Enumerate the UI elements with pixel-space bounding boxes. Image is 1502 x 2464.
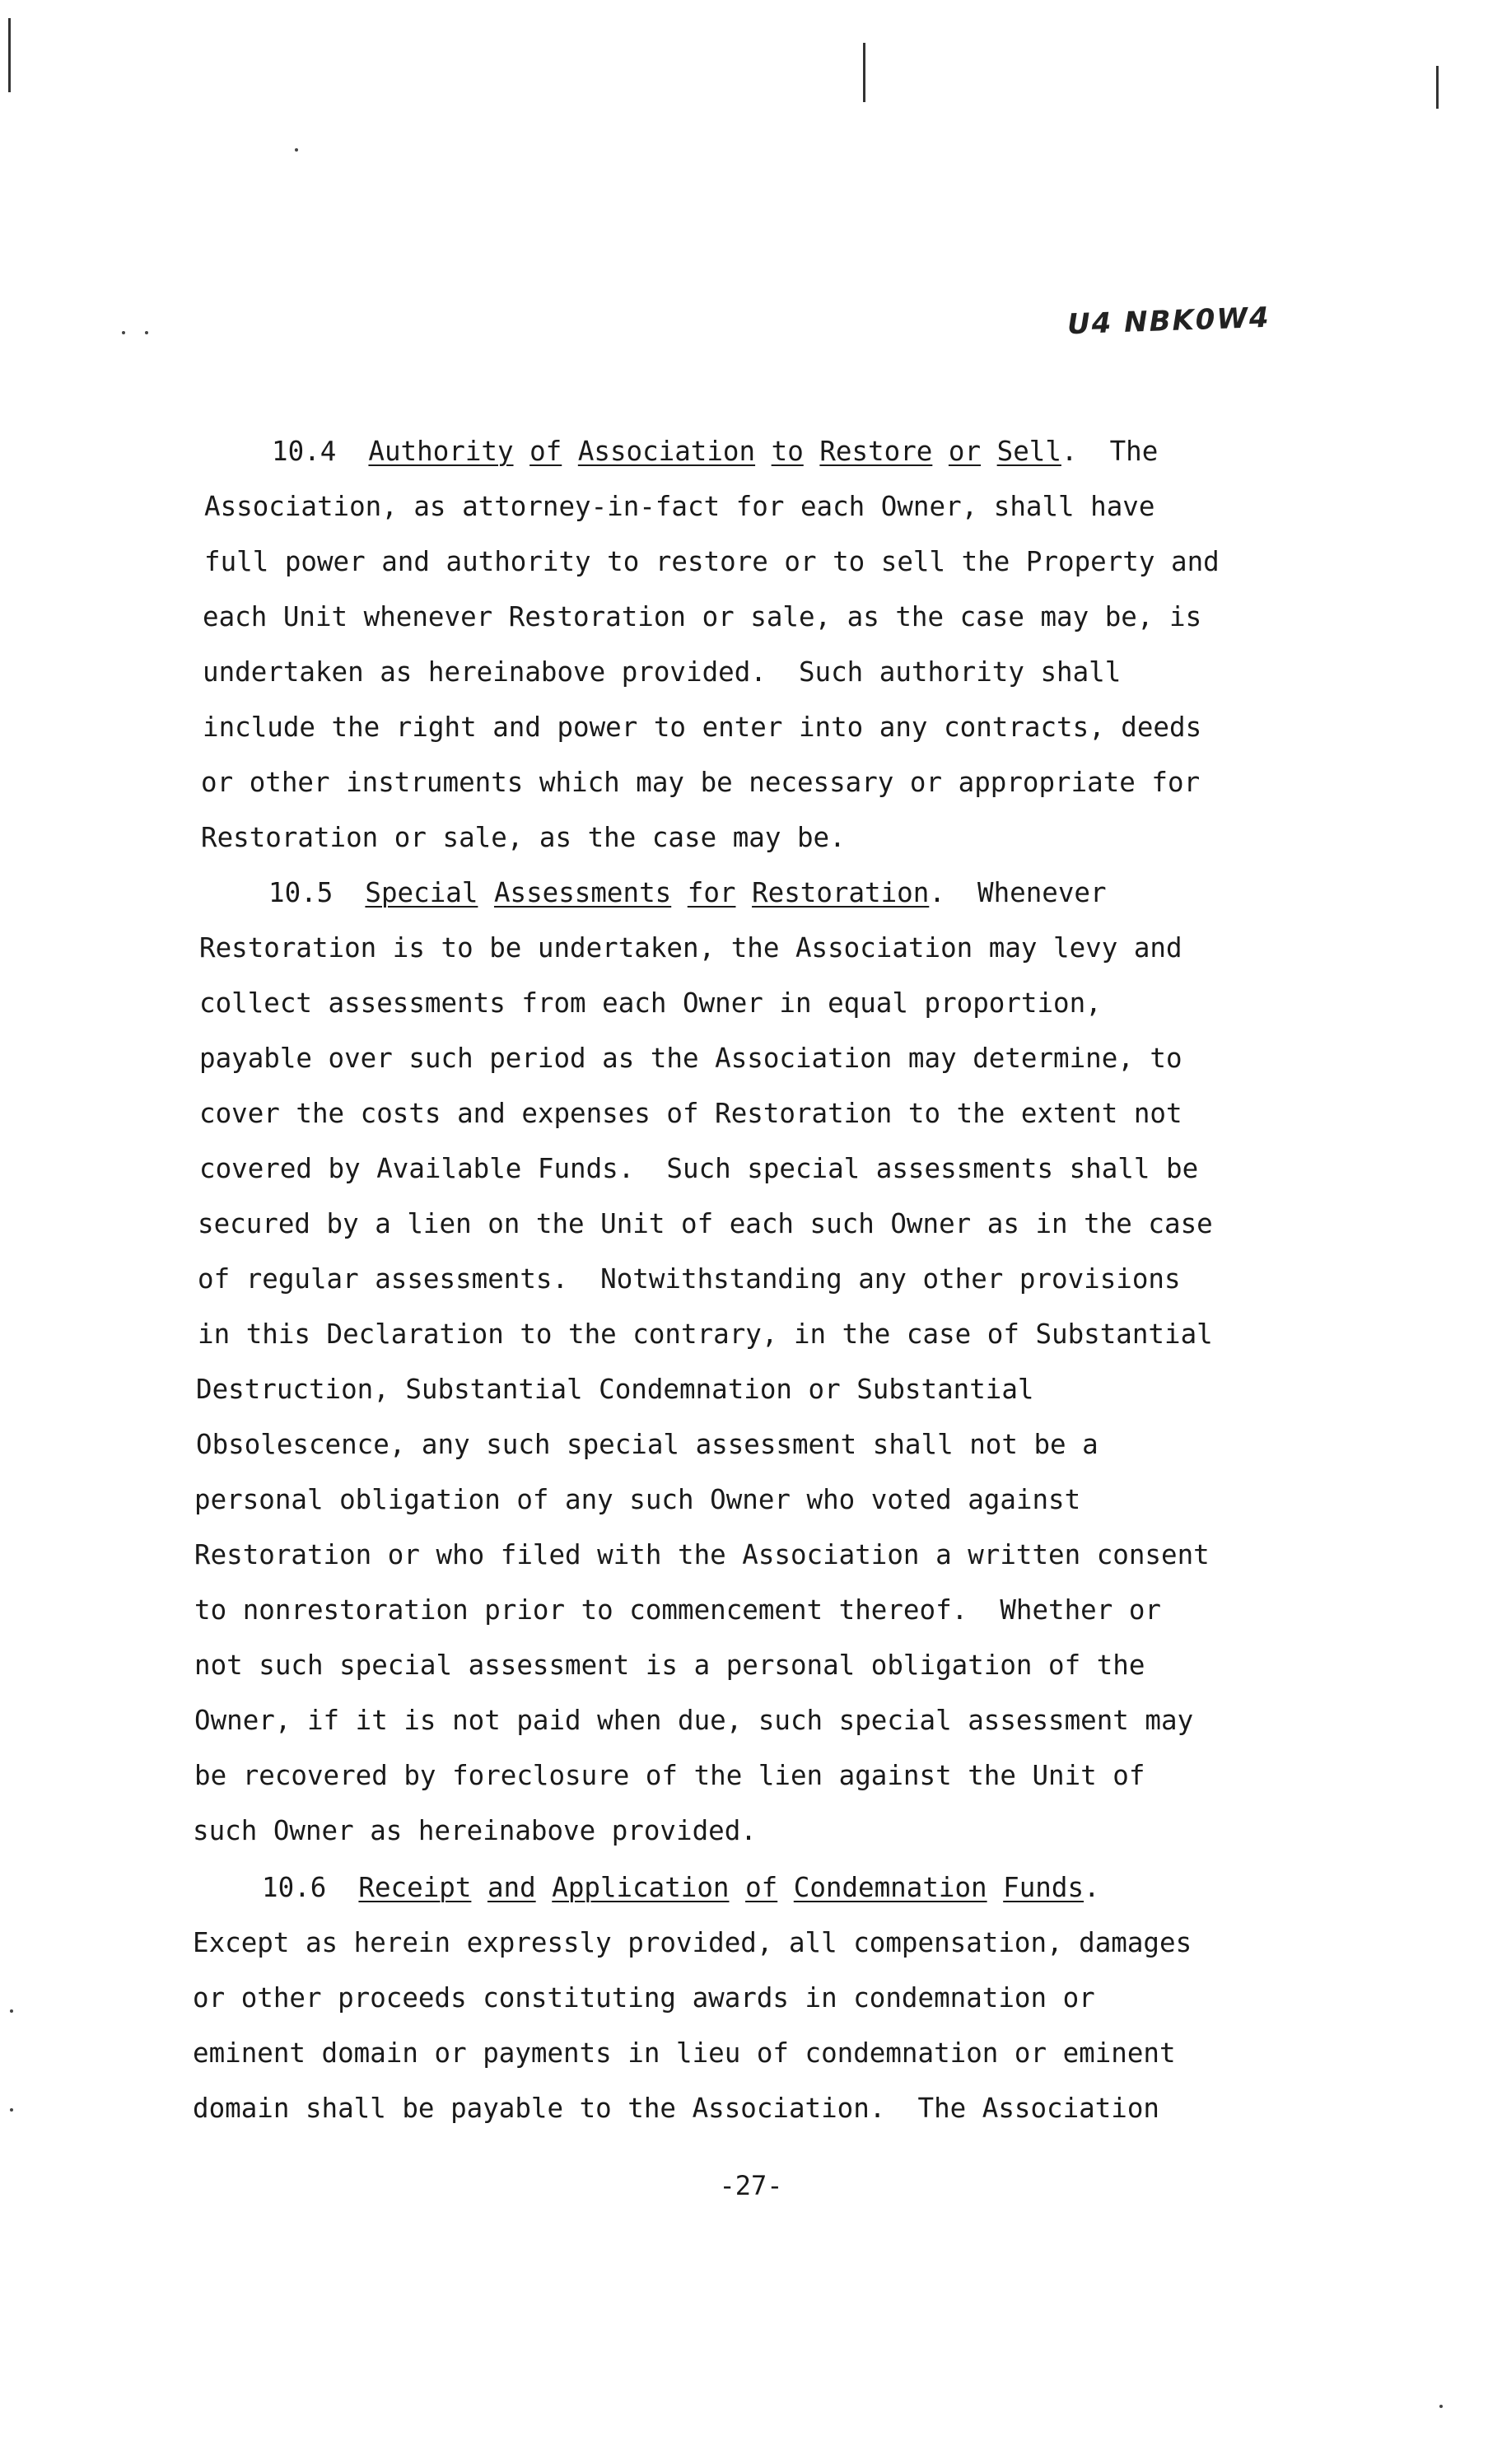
scan-speck (295, 148, 298, 152)
section-10-4-heading (272, 435, 1158, 468)
heading-word: Application (552, 1872, 730, 1903)
section-10-6-heading (262, 1871, 1100, 1904)
body-line: include the right and power to enter into any contracts, deeds (203, 712, 1202, 743)
body-line: Owner, if it is not paid when due, such special assessment may (194, 1705, 1194, 1736)
heading-word: Association (577, 436, 756, 467)
body-line: personal obligation of any such Owner who voted against (194, 1484, 1081, 1515)
heading-word: of (529, 436, 562, 467)
scan-edge-mark-left (8, 18, 11, 92)
body-line: collect assessments from each Owner in equal proportion, (199, 987, 1102, 1019)
heading-word: Special (365, 877, 478, 908)
body-line: covered by Available Funds. Such special assessments shall be (199, 1153, 1199, 1184)
heading-word: Sell (996, 436, 1061, 467)
page-number: -27- (719, 2170, 783, 2201)
body-line: Restoration or who filed with the Association a written consent (194, 1539, 1210, 1570)
heading-word: Funds (1003, 1872, 1085, 1903)
body-line: undertaken as hereinabove provided. Such authority shall (203, 656, 1122, 688)
heading-word: and (487, 1872, 536, 1903)
body-line: eminent domain or payments in lieu of condemnation or eminent (193, 2037, 1176, 2069)
section-number: 10.5 (268, 877, 334, 908)
body-line: Restoration is to be undertaken, the Association may levy and (199, 932, 1182, 964)
body-line: be recovered by foreclosure of the lien against the Unit of (194, 1760, 1145, 1791)
scan-speck (145, 331, 148, 334)
body-line: payable over such period as the Association may determine, to (199, 1043, 1182, 1074)
body-line: Association, as attorney-in-fact for each Owner, shall have (204, 491, 1155, 522)
heading-word: Authority (368, 436, 514, 467)
body-line: cover the costs and expenses of Restoration to the extent not (199, 1098, 1182, 1129)
heading-tail: . (1084, 1872, 1100, 1903)
body-line: Restoration or sale, as the case may be. (201, 822, 846, 853)
document-stamp: U4 NBK0W4 (1066, 301, 1271, 342)
body-line: in this Declaration to the contrary, in the case of Substantial (198, 1318, 1213, 1350)
heading-word: of (745, 1872, 778, 1903)
heading-word: Restore (819, 436, 933, 467)
body-line: Obsolescence, any such special assessment shall not be a (196, 1429, 1099, 1460)
scan-speck (1439, 2405, 1443, 2408)
body-line: or other proceeds constituting awards in condemnation or (193, 1982, 1095, 2014)
scan-speck (10, 2108, 13, 2112)
section-number: 10.4 (272, 436, 337, 467)
scan-speck (122, 331, 125, 334)
body-line: full power and authority to restore or to sell the Property and (204, 546, 1220, 577)
heading-tail: . Whenever (929, 877, 1107, 908)
heading-word: to (771, 436, 804, 467)
heading-word: or (948, 436, 982, 467)
heading-tail: . The (1061, 436, 1159, 467)
body-line: Destruction, Substantial Condemnation or Substantial (196, 1374, 1034, 1405)
heading-word: Assessments (493, 877, 672, 908)
body-line: Except as herein expressly provided, all compensation, damages (193, 1927, 1192, 1958)
body-line: each Unit whenever Restoration or sale, as the case may be, is (203, 601, 1202, 632)
body-line: domain shall be payable to the Association. The Association (193, 2093, 1159, 2124)
body-line: of regular assessments. Notwithstanding any other provisions (198, 1263, 1181, 1295)
section-number: 10.6 (262, 1872, 327, 1903)
scan-edge-mark-center (863, 43, 865, 102)
body-line: not such special assessment is a personal obligation of the (194, 1650, 1145, 1681)
scan-speck (10, 2009, 13, 2013)
body-line: such Owner as hereinabove provided. (193, 1815, 757, 1846)
section-10-5-heading (268, 876, 1107, 909)
heading-word: Condemnation (793, 1872, 987, 1903)
body-line: or other instruments which may be necessary or appropriate for (201, 767, 1201, 798)
heading-word: Receipt (358, 1872, 472, 1903)
heading-word: Restoration (752, 877, 930, 908)
body-line: to nonrestoration prior to commencement thereof. Whether or (194, 1594, 1161, 1626)
heading-word: for (687, 877, 736, 908)
scan-edge-mark-right (1436, 66, 1439, 109)
body-line: secured by a lien on the Unit of each such Owner as in the case (198, 1208, 1213, 1239)
